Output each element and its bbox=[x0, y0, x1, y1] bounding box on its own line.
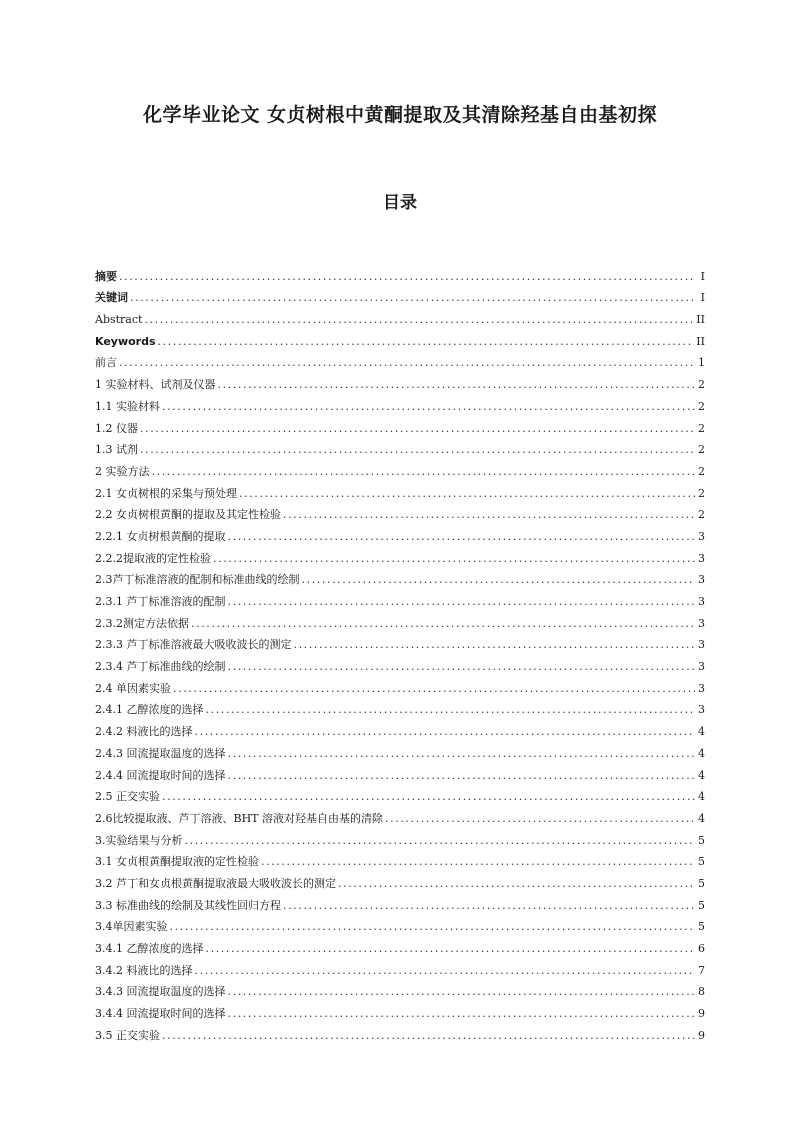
toc-entry-label: 3.实验结果与分析 bbox=[95, 833, 183, 847]
toc-entry-label: 2 实验方法 bbox=[95, 464, 150, 478]
toc-dot-leader bbox=[293, 638, 695, 652]
toc-entry-label: 2.2.2提取液的定性检验 bbox=[95, 551, 211, 565]
toc-entry-label: 3.4.3 回流提取温度的选择 bbox=[95, 985, 226, 999]
toc-entry-label: 1 实验材料、试剂及仪器 bbox=[95, 378, 216, 392]
toc-entry[interactable] bbox=[95, 826, 705, 848]
toc-dot-leader bbox=[228, 530, 696, 544]
toc-entry-page-number: 3 bbox=[698, 551, 705, 565]
toc-entry[interactable] bbox=[95, 284, 705, 306]
toc-entry[interactable] bbox=[95, 652, 705, 674]
toc-entry-page-number: 8 bbox=[698, 985, 705, 999]
toc-entry[interactable] bbox=[95, 739, 705, 761]
toc-entry-label: 2.1 女贞树根的采集与预处理 bbox=[95, 486, 237, 500]
toc-entry-label: 2.3.3 芦丁标准溶液最大吸收波长的测定 bbox=[95, 638, 292, 652]
toc-entry[interactable] bbox=[95, 913, 705, 935]
toc-dot-leader bbox=[173, 682, 695, 696]
toc-entry-page-number: 4 bbox=[698, 811, 705, 825]
toc-entry-label: 2.6比较提取液、芦丁溶液、BHT 溶液对羟基自由基的清除 bbox=[95, 811, 384, 825]
toc-entry-page-number: 5 bbox=[698, 898, 705, 912]
toc-dot-leader bbox=[283, 899, 695, 913]
toc-entry-page-number: 5 bbox=[698, 855, 705, 869]
toc-entry-label: 2.4.1 乙醇浓度的选择 bbox=[95, 703, 204, 717]
toc-dot-leader bbox=[130, 291, 695, 305]
toc-entry-page-number: 3 bbox=[698, 595, 705, 608]
toc-dot-leader bbox=[140, 422, 695, 436]
toc-dot-leader bbox=[140, 443, 695, 457]
toc-entry-page-number: 3 bbox=[698, 660, 705, 674]
toc-entry[interactable] bbox=[95, 869, 705, 891]
toc-entry-page-number: 3 bbox=[698, 616, 705, 630]
toc-entry-label: 1.1 实验材料 bbox=[95, 399, 160, 413]
toc-entry-page-number: 4 bbox=[698, 768, 705, 782]
toc-entry-page-number: 3 bbox=[698, 681, 705, 695]
toc-entry[interactable] bbox=[95, 414, 705, 436]
toc-entry[interactable] bbox=[95, 479, 705, 501]
toc-entry[interactable] bbox=[95, 934, 705, 956]
toc-entry-page-number: 4 bbox=[698, 790, 705, 804]
toc-entry-page-number: 3 bbox=[698, 703, 705, 717]
toc-entry[interactable] bbox=[95, 544, 705, 566]
toc-entry[interactable] bbox=[95, 717, 705, 739]
toc-entry[interactable] bbox=[95, 761, 705, 783]
toc-dot-leader bbox=[162, 790, 695, 804]
toc-entry[interactable] bbox=[95, 457, 705, 479]
toc-dot-leader bbox=[158, 335, 695, 349]
toc-entry[interactable] bbox=[95, 848, 705, 870]
toc-entry-label: 2.2 女贞树根黄酮的提取及其定性检验 bbox=[95, 508, 281, 522]
toc-entry-label: 2.4.3 回流提取温度的选择 bbox=[95, 746, 226, 760]
toc-dot-leader bbox=[239, 487, 695, 501]
toc-entry-page-number: II bbox=[696, 334, 705, 348]
toc-entry[interactable] bbox=[95, 978, 705, 1000]
toc-entry-label: 摘要 bbox=[95, 269, 117, 283]
toc-dot-leader bbox=[283, 508, 695, 522]
toc-entry-page-number: I bbox=[700, 269, 705, 283]
toc-dot-leader bbox=[228, 985, 696, 999]
toc-entry-page-number: 3 bbox=[698, 638, 705, 652]
toc-entry[interactable] bbox=[95, 609, 705, 631]
toc-dot-leader bbox=[119, 270, 695, 284]
toc-entry-page-number: 4 bbox=[698, 725, 705, 739]
toc-entry[interactable] bbox=[95, 566, 705, 588]
toc-entry[interactable] bbox=[95, 891, 705, 913]
toc-dot-leader bbox=[218, 378, 696, 392]
toc-dot-leader bbox=[213, 552, 695, 566]
toc-entry-label: 1.2 仪器 bbox=[95, 421, 138, 435]
toc-entry-page-number: 5 bbox=[698, 876, 705, 890]
toc-dot-leader bbox=[195, 725, 696, 739]
toc-dot-leader bbox=[144, 313, 694, 327]
toc-entry-page-number: 2 bbox=[698, 486, 705, 500]
toc-entry[interactable] bbox=[95, 370, 705, 392]
toc-entry-label: 关键词 bbox=[95, 291, 128, 305]
toc-dot-leader bbox=[152, 465, 696, 479]
toc-entry[interactable] bbox=[95, 349, 705, 371]
toc-dot-leader bbox=[206, 703, 696, 717]
toc-entry-label: 3.2 芦丁和女贞根黄酮提取液最大吸收波长的测定 bbox=[95, 876, 336, 890]
toc-dot-leader bbox=[228, 595, 696, 609]
toc-entry-label: 3.3 标准曲线的绘制及其线性回归方程 bbox=[95, 898, 281, 912]
toc-entry-label: 2.3.1 芦丁标准溶液的配制 bbox=[95, 595, 226, 608]
toc-dot-leader bbox=[185, 834, 696, 848]
toc-entry-page-number: 5 bbox=[698, 920, 705, 934]
toc-entry-page-number: 4 bbox=[698, 746, 705, 760]
toc-entry-label: 3.5 正交实验 bbox=[95, 1028, 160, 1042]
toc-dot-leader bbox=[228, 660, 696, 674]
toc-entry-page-number: 2 bbox=[698, 464, 705, 478]
toc-dot-leader bbox=[191, 617, 695, 631]
toc-entry[interactable] bbox=[95, 674, 705, 696]
toc-entry[interactable] bbox=[95, 956, 705, 978]
toc-entry-label: 前言 bbox=[95, 356, 117, 370]
toc-entry[interactable] bbox=[95, 804, 705, 826]
toc-dot-leader bbox=[385, 812, 695, 826]
toc-entry-label: 2.3.2测定方法依据 bbox=[95, 616, 189, 630]
toc-entry-label: 3.4.4 回流提取时间的选择 bbox=[95, 1007, 226, 1021]
toc-entry[interactable] bbox=[95, 783, 705, 805]
toc-entry-label: 3.4单因素实验 bbox=[95, 920, 168, 934]
toc-dot-leader bbox=[228, 769, 696, 783]
toc-entry-page-number: 2 bbox=[698, 443, 705, 457]
toc-entry[interactable] bbox=[95, 522, 705, 544]
toc-entry-label: 3.4.2 料液比的选择 bbox=[95, 963, 193, 977]
toc-entry[interactable] bbox=[95, 501, 705, 523]
toc-entry[interactable] bbox=[95, 305, 705, 327]
toc-dot-leader bbox=[162, 400, 695, 414]
toc-dot-leader bbox=[261, 855, 695, 869]
toc-dot-leader bbox=[228, 1007, 696, 1021]
toc-entry[interactable] bbox=[95, 327, 705, 349]
toc-entry[interactable] bbox=[95, 1021, 705, 1043]
toc-dot-leader bbox=[206, 942, 696, 956]
document-title: 化学毕业论文 女贞树根中黄酮提取及其清除羟基自由基初探 bbox=[142, 104, 658, 126]
toc-entry-label: 1.3 试剂 bbox=[95, 443, 138, 457]
toc-entry-page-number: 5 bbox=[698, 833, 705, 847]
toc-entry[interactable] bbox=[95, 587, 705, 609]
toc-entry-label: 3.4.1 乙醇浓度的选择 bbox=[95, 942, 204, 955]
toc-entry-label: Keywords bbox=[95, 334, 156, 348]
toc-entry-page-number: 3 bbox=[698, 573, 705, 587]
toc-entry-page-number: 7 bbox=[698, 963, 705, 977]
toc-entry-label: 2.5 正交实验 bbox=[95, 790, 160, 804]
toc-entry-page-number: 2 bbox=[698, 378, 705, 392]
toc-entry-label: 3.1 女贞根黄酮提取液的定性检验 bbox=[95, 855, 259, 869]
toc-entry-page-number: 1 bbox=[698, 356, 705, 370]
toc-entry-page-number: 6 bbox=[698, 942, 705, 955]
toc-entry-page-number: 3 bbox=[698, 529, 705, 543]
toc-dot-leader bbox=[302, 573, 696, 587]
toc-entry-page-number: 2 bbox=[698, 421, 705, 435]
toc-entry-label: 2.3芦丁标准溶液的配制和标准曲线的绘制 bbox=[95, 573, 300, 587]
toc-entry[interactable] bbox=[95, 696, 705, 718]
toc-entry-label: 2.4 单因素实验 bbox=[95, 681, 171, 695]
toc-entry[interactable] bbox=[95, 631, 705, 653]
toc-entry-label: 2.3.4 芦丁标准曲线的绘制 bbox=[95, 660, 226, 674]
toc-entry-page-number: II bbox=[696, 313, 705, 327]
toc-entry-page-number: 2 bbox=[698, 508, 705, 522]
toc-entry[interactable] bbox=[95, 999, 705, 1021]
toc-dot-leader bbox=[170, 920, 696, 934]
toc-entry-page-number: 9 bbox=[698, 1028, 705, 1042]
table-of-contents bbox=[95, 262, 705, 1043]
toc-entry-page-number: I bbox=[700, 291, 705, 305]
toc-entry-label: 2.4.4 回流提取时间的选择 bbox=[95, 768, 226, 782]
toc-dot-leader bbox=[338, 877, 695, 891]
toc-heading: 目录 bbox=[383, 193, 417, 213]
toc-dot-leader bbox=[228, 747, 696, 761]
toc-entry-label: 2.2.1 女贞树根黄酮的提取 bbox=[95, 529, 226, 543]
toc-dot-leader bbox=[119, 356, 695, 370]
toc-dot-leader bbox=[195, 964, 696, 978]
toc-entry[interactable] bbox=[95, 392, 705, 414]
toc-entry-page-number: 9 bbox=[698, 1007, 705, 1021]
toc-entry[interactable] bbox=[95, 436, 705, 458]
toc-dot-leader bbox=[162, 1029, 695, 1043]
toc-entry-label: 2.4.2 料液比的选择 bbox=[95, 725, 193, 739]
toc-entry[interactable] bbox=[95, 262, 705, 284]
toc-entry-page-number: 2 bbox=[698, 399, 705, 413]
toc-entry-label: Abstract bbox=[95, 313, 143, 327]
